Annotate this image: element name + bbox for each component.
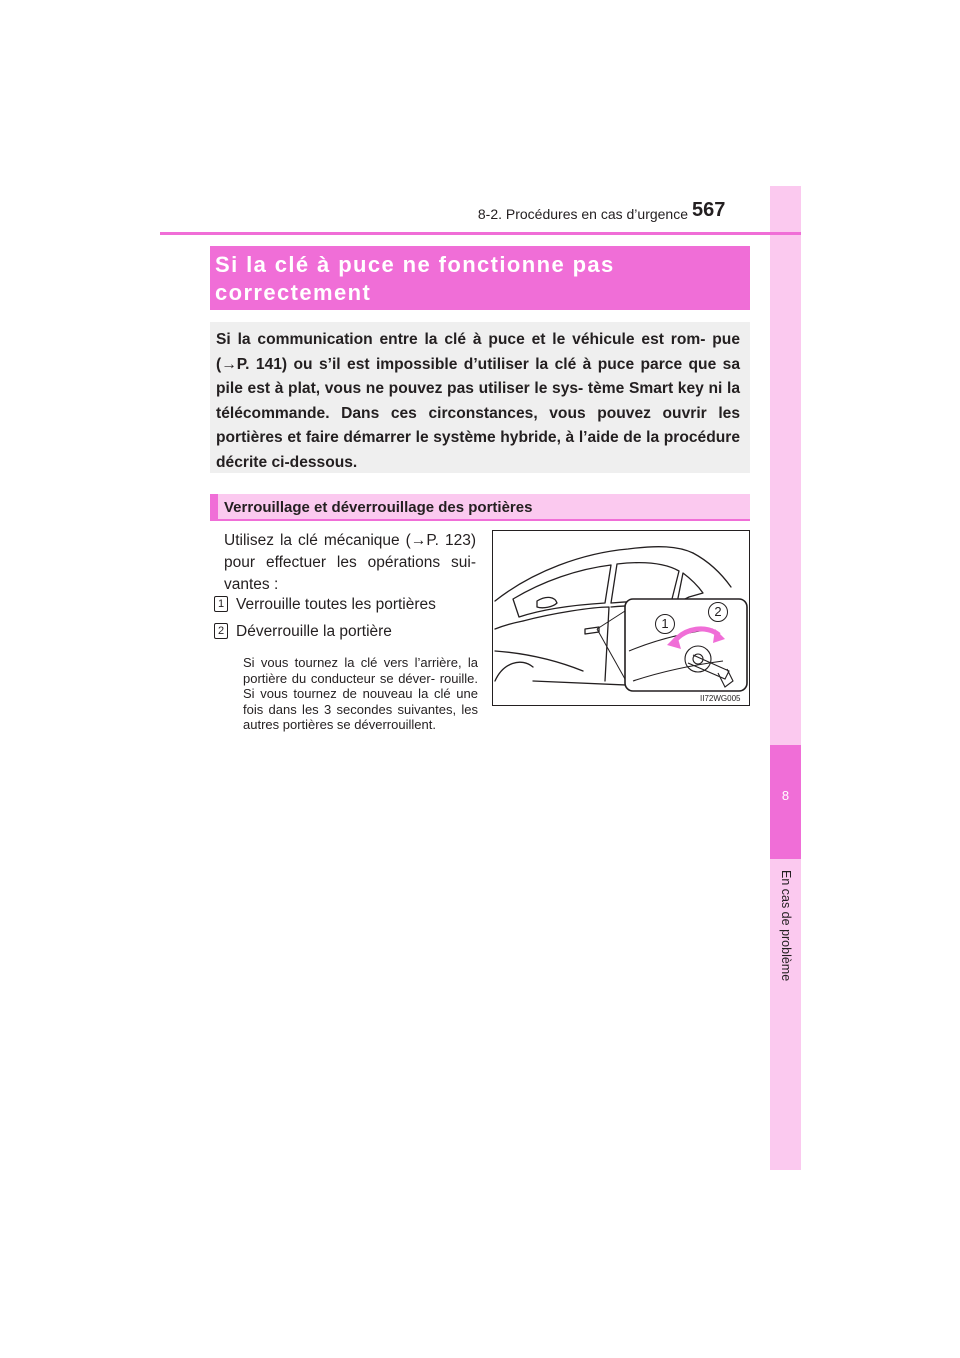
section-title: Si la clé à puce ne fonctionne pas correctement	[215, 252, 615, 305]
step-number: 1	[214, 596, 228, 612]
body-intro-text: Utilisez la clé mécanique (→P. 123) pour effectuer les opérations sui- vantes :	[224, 532, 476, 593]
car-door-key-illustration	[492, 530, 750, 706]
chapter-number: 8	[781, 788, 790, 803]
step-item	[214, 623, 392, 641]
step-text: Déverrouille la portière	[236, 623, 392, 640]
step-text: Verrouille toutes les portières	[236, 596, 436, 613]
header-section-title: 8-2. Procédures en cas d’urgence	[477, 206, 688, 222]
page-number: 567	[692, 199, 726, 221]
intro-text: Si la communication entre la clé à puce et le véhicule est rom- pue (→P. 141) ou s’il est impossible d’utiliser la clé à puce parce que sa pile est à plat, vous ne pouvez pas utiliser le sys- tème Smart key ni la télécommande. Dans ces circonstances, vous pouvez ouvrir les portières et faire démarrer le système hybride, à l’aide de la procédure décrite ci-dessous.	[216, 331, 740, 471]
subheading: Verrouillage et déverrouillage des portières	[224, 499, 533, 516]
subheading-underline	[210, 519, 750, 521]
step-item	[214, 596, 436, 614]
chapter-title: En cas de problème	[779, 870, 793, 982]
step-number: 2	[214, 623, 228, 639]
header-rule	[160, 232, 801, 235]
note-text: Si vous tournez la clé vers l’arrière, la portière du conducteur se déver- rouille. Si vous tournez de nouveau la clé une fois dans les 3 secondes suivantes, les autres portières se déverrouillent.	[243, 655, 478, 732]
callout-1: 1	[655, 614, 675, 634]
callout-2: 2	[708, 602, 728, 622]
subheading-marker	[210, 494, 218, 520]
figure-code: II72WG005	[700, 694, 741, 703]
